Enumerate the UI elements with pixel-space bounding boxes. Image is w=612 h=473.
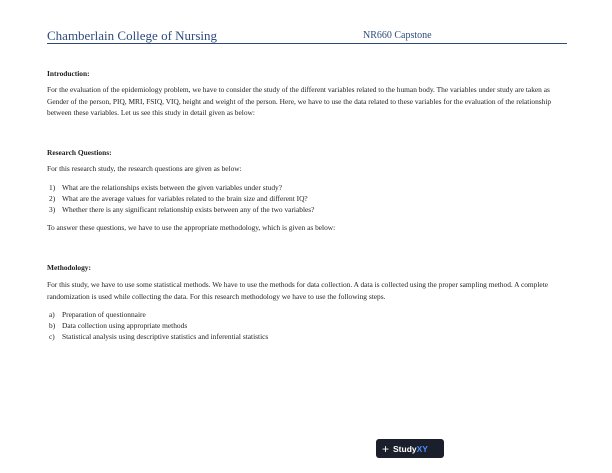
course-name: NR660 Capstone — [363, 30, 432, 41]
list-item: 3) Whether there is any significant relationship exists between any of the two variables? — [49, 205, 315, 215]
school-name: Chamberlain College of Nursing — [47, 28, 218, 43]
methodology-steps — [49, 309, 567, 343]
methodology-heading: Methodology: — [47, 262, 91, 272]
research-lead: For this research study, the research questions are given as below: — [47, 164, 242, 174]
plus-icon: + — [382, 441, 390, 456]
brand-main: Study — [393, 443, 417, 454]
intro-heading: Introduction: — [47, 69, 90, 78]
list-item: 2) What are the average values for variables related to the brain size and different IQ? — [49, 194, 308, 204]
list-item: 1) What are the relationships exists between the given variables under study? — [49, 182, 283, 192]
document-body — [47, 68, 567, 343]
research-after: To answer these questions, we have to use the appropriate methodology, which is given as below: — [47, 222, 336, 232]
list-item: c) Statistical analysis using descriptive statistics and inferential statistics — [49, 332, 269, 342]
brand-accent: XY — [416, 443, 428, 454]
page-header — [47, 25, 567, 45]
research-heading: Research Questions: — [47, 148, 112, 158]
studyxy-logo — [376, 439, 444, 458]
research-question-list — [49, 182, 567, 216]
header-rule — [47, 43, 567, 44]
list-item: a) Preparation of questionnaire — [49, 309, 146, 319]
methodology-paragraph: For this study, we have to use some statistical methods. We have to use the methods for data collection. A data is collected using the proper sampling method. A complete randomization is used while collecting the data. For this research methodology we have to use the following steps. — [47, 280, 549, 301]
list-item: b) Data collection using appropriate methods — [49, 321, 188, 331]
intro-paragraph: For the evaluation of the epidemiology problem, we have to consider the study of the different variables related to the human body. The variables under study are taken as Gender of the person, PIQ, MRI, FSIQ, VIQ, height and weight of the person. Here, we have to use the data related to these variables for the evaluation of the relationship between these variables. Let us see this study in detail given as below: — [47, 85, 552, 117]
